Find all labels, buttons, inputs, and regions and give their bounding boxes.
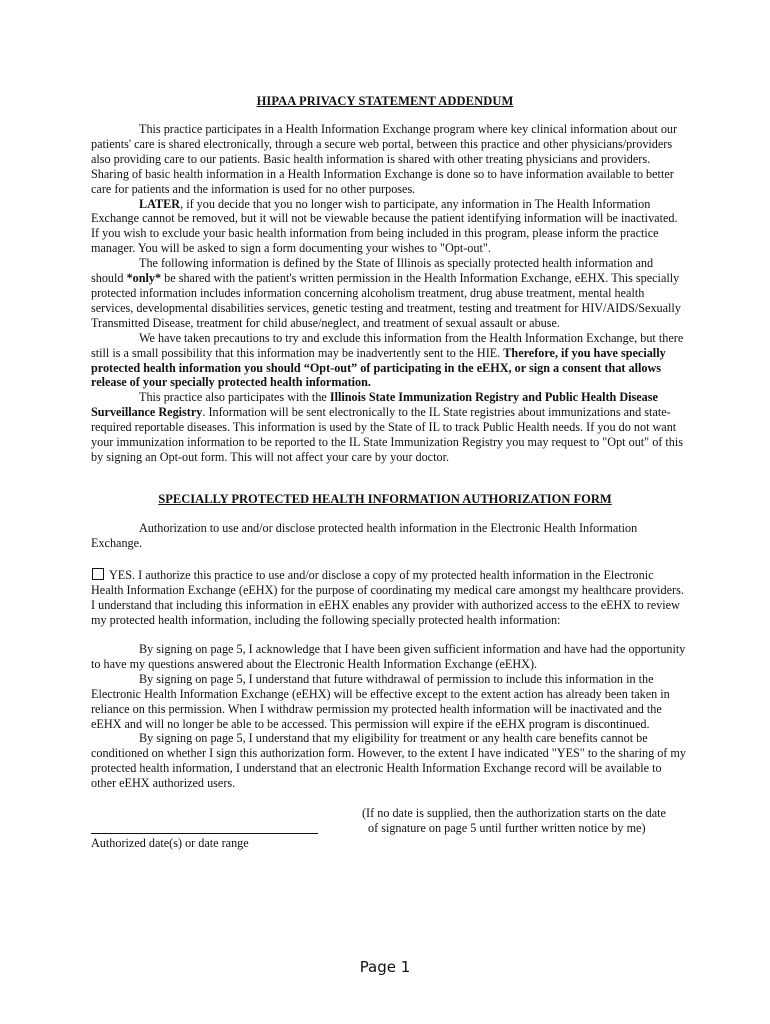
yes-option-text: YES. I authorize this practice to use and/or disclose a copy of my protected health information in the Electronic Health Information Exchange (eEHX) for the purpose of coordinating my medical care amongst my healthcare providers. I understand that including this information in eEHX enables any provider with authorized access to the eEHX to review my protected health information, including the following specially protected health information: <box>91 568 684 627</box>
emphasis-text: Illinois State Immunization Registry and Public Health Disease Surveillance Registry <box>91 390 658 420</box>
paragraph-text: The following information is defined by the State of Illinois as specially protected health information and should <box>91 256 654 286</box>
date-note-line: of signature on page 5 until further written notice by me) <box>368 820 646 835</box>
acknowledgement-paragraph: By signing on page 5, I understand that future withdrawal of permission to include this information in the Electronic Health Information Exchange (eEHX) will be effective except to the extent action has already been taken in reliance on this permission. When I withdraw permission my protected health information will be inactivated and the eEHX and will no longer be able to be accessed. This permission will expire if the eEHX program is discontinued. <box>91 671 670 731</box>
yes-checkbox[interactable] <box>92 568 104 580</box>
paragraph-text: This practice participates in a Health Information Exchange program where key clinical information about our patients' care is shared electronically, through a secure web portal, between this practice and other physicians/providers also providing care to our patients. Basic health information is shared with other treating physicians and providers. Sharing of basic health information in a Health Information Exchange is done so to have information available to better care for patients and the information is used for no other purposes. <box>91 122 678 196</box>
paragraph-text: This practice also participates with the <box>139 390 330 405</box>
statement-paragraph <box>91 122 686 197</box>
emphasis-text: Therefore, if you have specially protected health information you should “Opt-out” of participating in the eEHX, or sign a consent that allows release of your specially protected health information. <box>91 345 666 390</box>
authorization-intro <box>91 521 686 551</box>
statement-paragraph <box>91 256 686 331</box>
authorization-form-title: SPECIALLY PROTECTED HEALTH INFORMATION AUTHORIZATION FORM <box>158 492 612 506</box>
acknowledgement-paragraph: By signing on page 5, I acknowledge that I have been given sufficient information and have had the opportunity to have my questions answered about the Electronic Health Information Exchange (eEHX). <box>91 642 686 671</box>
date-note <box>362 806 692 836</box>
authorized-date-field[interactable] <box>91 833 318 834</box>
statement-paragraph <box>91 390 686 465</box>
document-title: HIPAA PRIVACY STATEMENT ADDENDUM <box>256 94 514 108</box>
date-note-line: (If no date is supplied, then the authorization starts on the date <box>362 806 666 820</box>
statement-paragraph <box>91 331 686 391</box>
emphasis-text: *only* <box>126 271 162 286</box>
statement-paragraph <box>91 197 686 257</box>
paragraph-text: be shared with the patient's written permission in the Health Information Exchange, eEHX. This specially protected information includes information concerning alcoholism treatment, drug abuse treatment, mental health services, developmental disabilities services, genetic testing and treatment, testing and treatment for HIV/AIDS/Sexually Transmitted Disease, treatment for child abuse/neglect, and treatment of sexual assault or abuse. <box>91 271 681 330</box>
yes-authorization-option <box>91 568 686 628</box>
page-number: Page 1 <box>359 958 411 976</box>
paragraph-text: , if you decide that you no longer wish to participate, any information in The Health Information Exchange cannot be removed, but it will not be viewable because the patient identifying information will be inactivated. If you wish to exclude your basic health information from being included in this program, please inform the practice manager. You will be asked to sign a form documenting your wishes to "Opt-out". <box>91 196 678 256</box>
acknowledgement-paragraph: By signing on page 5, I understand that my eligibility for treatment or any health care benefits cannot be conditioned on whether I sign this authorization form. However, to the extent I have indicated "YES" to the sharing of my protected health information, I understand that an electronic Health Information Exchange record will be available to other eEHX authorized users. <box>91 731 686 791</box>
authorization-text: Authorization to use and/or disclose protected health information in the Electronic Health Information Exchange. <box>91 521 638 550</box>
paragraph-text: We have taken precautions to try and exclude this information from the Health Information Exchange, but there still is a small possibility that this information may be inadvertently sent to the HIE. <box>91 330 684 360</box>
emphasis-text: LATER <box>139 196 181 211</box>
authorized-date-label: Authorized date(s) or date range <box>91 836 249 850</box>
paragraph-text: . Information will be sent electronically to the IL State registries about immunizations and state-required reportable diseases. This information is used by the State of IL to track Public Health needs. If you do not want your immunization information to be reported to the IL State Immunization Registry you may request to "Opt out" of this by signing an Opt-out form. This will not affect your care by your doctor. <box>91 405 684 464</box>
acknowledgements <box>91 642 686 791</box>
privacy-statement-body <box>91 122 686 465</box>
